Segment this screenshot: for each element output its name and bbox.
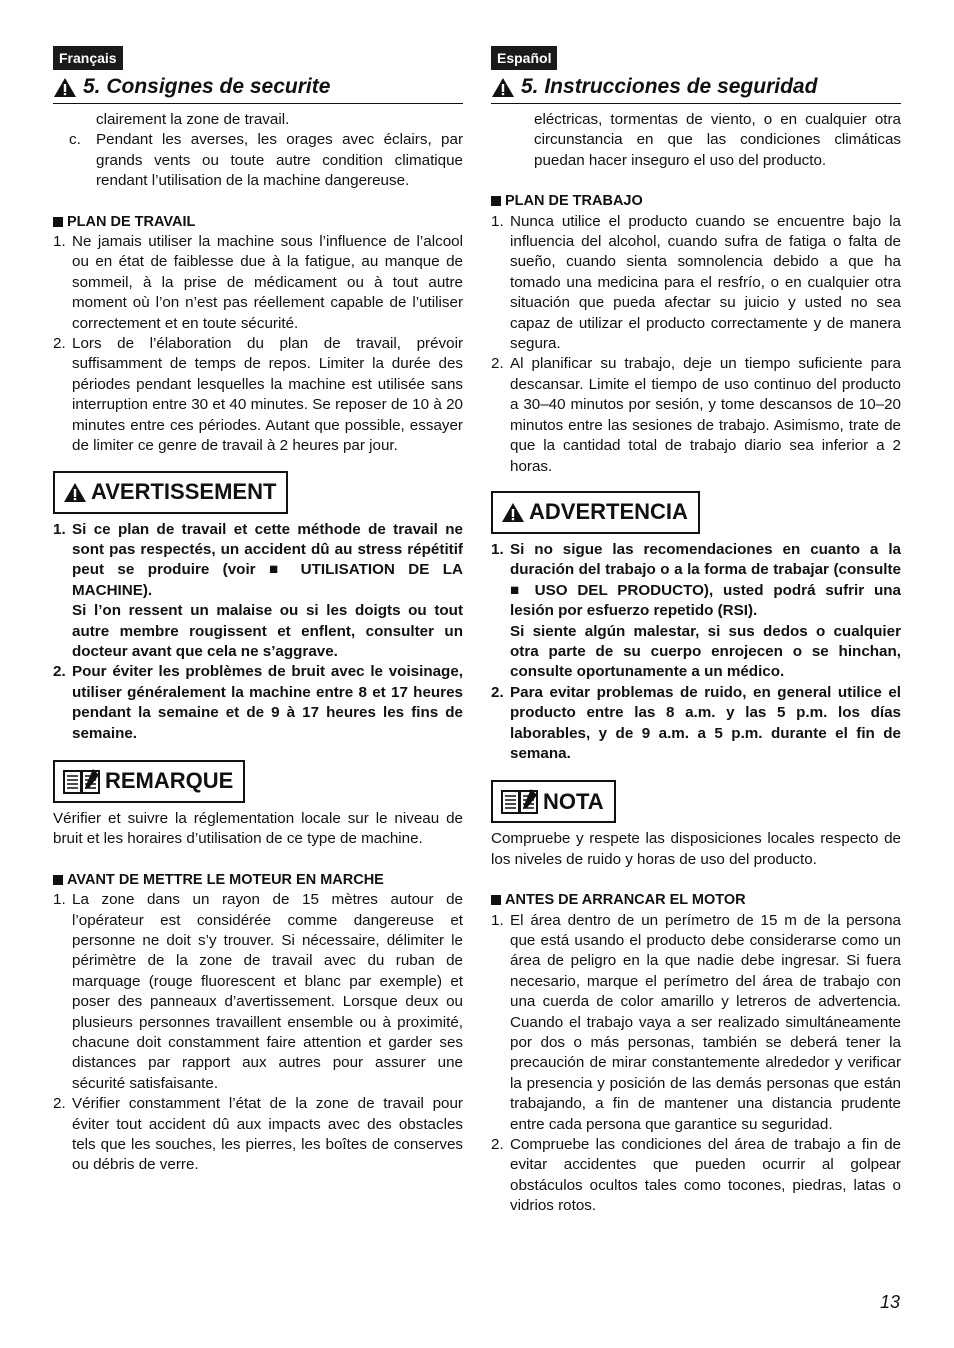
- square-bullet-icon: [53, 217, 63, 227]
- list-item: 2. Para evitar problemas de ruido, en general utilice el producto entre las 8 a.m. y las 5 p.m. los días laborables, y de 9 a.m. a 5 p.m. durante el fin de semana.: [491, 683, 901, 762]
- list-item: 2. Vérifier constamment l’état de la zone de travail pour éviter tout accident dû aux impacts avec des obstacles tels que les souches, les pierres, les boîtes de conserves ou débris de verre.: [53, 1095, 463, 1174]
- warning-triangle-icon: [491, 77, 515, 98]
- list-item: 2. Compruebe las condiciones del área de trabajo a fin de evitar accidentes que pueden ocurrir al golpear obstáculos ocultos tales como tocones, piedras, latas o vidrios rotos.: [491, 1136, 901, 1215]
- section-title: 5. Instrucciones de seguridad: [521, 75, 818, 99]
- note-label: NOTA: [543, 788, 604, 814]
- page-number: 13: [880, 1292, 901, 1312]
- list-item: 1. El área dentro de un perímetro de 15 m de la persona que está usando el producto debe considerarse como un área de peligro en la que nadie debe ingresar. Si fuera necesario, marque el perímetro del área de trabajo con una cuerda de color amarillo y letreros de advertencia. Cuando el trabajo vaya a ser realizado simultáneamente por dos o más personas, también se deberá tener la precaución de mirar constantemente alrededor y verificar la presencia y posición de las demás personas que están trabajando, a fin de mantener una distancia prudente entre cada persona que garantice su seguridad.: [491, 911, 901, 1133]
- list-item: 1. Ne jamais utiliser la machine sous l’influence de l’alcool ou en état de faiblesse due à la fatigue, au manque de sommeil, à la prise de médicament ou à tout autre moment où l’on n’est pas réellement capable de l’utiliser correctement et en toute sécurité.: [53, 233, 463, 332]
- french-column: [53, 46, 463, 1176]
- warning-label: ADVERTENCIA: [529, 499, 688, 525]
- note-label: REMARQUE: [105, 768, 234, 794]
- note-text: Vérifier et suivre la réglementation locale sur le niveau de bruit et les horaires d’utilisation de ce type de machine.: [53, 809, 463, 848]
- subheading-plan: PLAN DE TRAVAIL: [53, 212, 463, 232]
- list-item: 1. La zone dans un rayon de 15 mètres autour de l’opérateur est considérée comme dangereuse et personne ne doit s’y trouver. Si nécessaire, délimiter le périmètre de la zone de travail avec du ruban de marquage (rouge fluorescent et blanc par exemple) et poser des panneaux d’avertissement. Lorsque deux ou plusieurs personnes travaillent ensemble ou à proximité, chacune doit constamment faire attention et garder ses distances par rapport aux autres pour assurer une sécurité satisfaisante.: [53, 891, 463, 1092]
- intro-continuation: eléctricas, tormentas de viento, o en cualquier otra circunstancia en que las condiciones climáticas puedan hacer inseguro el uso del producto.: [534, 111, 901, 169]
- intro-continuation: clairement la zone de travail.: [96, 111, 290, 128]
- warning-triangle-icon: [63, 482, 87, 503]
- note-box-header: [53, 760, 245, 803]
- book-note-icon: [501, 788, 539, 815]
- warning-label: AVERTISSEMENT: [91, 478, 277, 504]
- list-item: 1. Si no sigue las recomendaciones en cuanto a la duración del trabajo o a la forma de trabajar (consulte ■ USO DEL PRODUCTO), usted podrá sufrir una lesión por esfuerzo repetido (RSI). Si siente algún malestar, si sus dedos o cualquier otra parte de su cuerpo enrojecen o se hinchan, consulte oportunamente a un médico.: [491, 540, 901, 681]
- spanish-column: [491, 46, 901, 1217]
- subheading-plan: PLAN DE TRABAJO: [491, 191, 901, 211]
- section-title: 5. Consignes de securite: [83, 75, 331, 99]
- list-item: 2. Pour éviter les problèmes de bruit avec le voisinage, utiliser généralement la machine entre 8 et 17 heures pendant la semaine et de 9 à 17 heures les fins de semaine.: [53, 663, 463, 742]
- warning-triangle-icon: [53, 77, 77, 98]
- book-note-icon: [63, 768, 101, 795]
- square-bullet-icon: [491, 196, 501, 206]
- subheading-start: AVANT DE METTRE LE MOTEUR EN MARCHE: [53, 870, 463, 890]
- section-header-french: [53, 72, 463, 104]
- warning-box-header: [53, 471, 288, 514]
- square-bullet-icon: [53, 875, 63, 885]
- language-tab-spanish: Español: [491, 46, 557, 70]
- list-item: c. Pendant les averses, les orages avec éclairs, par grands vents ou toute autre condition climatique rendant l’utilisation de la machine dangereuse.: [69, 131, 463, 190]
- warning-triangle-icon: [501, 502, 525, 523]
- list-item: 1. Si ce plan de travail et cette méthode de travail ne sont pas respectés, un accident dû au stress répétitif peut se produire (voir ■ UTILISATION DE LA MACHINE). Si l’on ressent un malaise ou si les doigts ou tout autre membre rougissent et enflent, consulter un docteur avant que cela ne s’aggrave.: [53, 520, 463, 660]
- note-text: Compruebe y respete las disposiciones locales respecto de los niveles de ruido y horas de uso del producto.: [491, 830, 901, 868]
- square-bullet-icon: [491, 895, 501, 905]
- section-header-spanish: [491, 72, 901, 104]
- subheading-start: ANTES DE ARRANCAR EL MOTOR: [491, 890, 901, 910]
- warning-box-header: [491, 491, 700, 534]
- note-box-header: [491, 780, 616, 823]
- list-item: 1. Nunca utilice el producto cuando se encuentre bajo la influencia del alcohol, cuando sufra de fatiga o falta de sueño, cuando sienta somnolencia debido a que ha tomado una medicina para el resfrío, o en cualquier otra situación que pueda afectar su juicio y usted no sea capaz de utilizar el producto correctamente y de manera segura.: [491, 212, 901, 353]
- language-tab-french: Français: [53, 46, 123, 70]
- list-item: 2. Al planificar su trabajo, deje un tiempo suficiente para descansar. Limite el tiempo de uso continuo del producto a 30–40 minutos por sesión, y tome descansos de 10–20 minutos entre las sesiones de trabajo. Asimismo, trate de que la cantidad total de trabajo diario sea inferior a 2 horas.: [491, 355, 901, 475]
- list-item: 2. Lors de l’élaboration du plan de travail, prévoir suffisamment de temps de repos. Limiter la durée des périodes pendant lesquelles la machine est utilisée sans interruption entre 30 et 40 minutes. Se reposer de 10 à 20 minutes entre ces périodes. Autant que possible, essayer de limiter ce genre de travail à 2 heures par jour.: [53, 335, 463, 455]
